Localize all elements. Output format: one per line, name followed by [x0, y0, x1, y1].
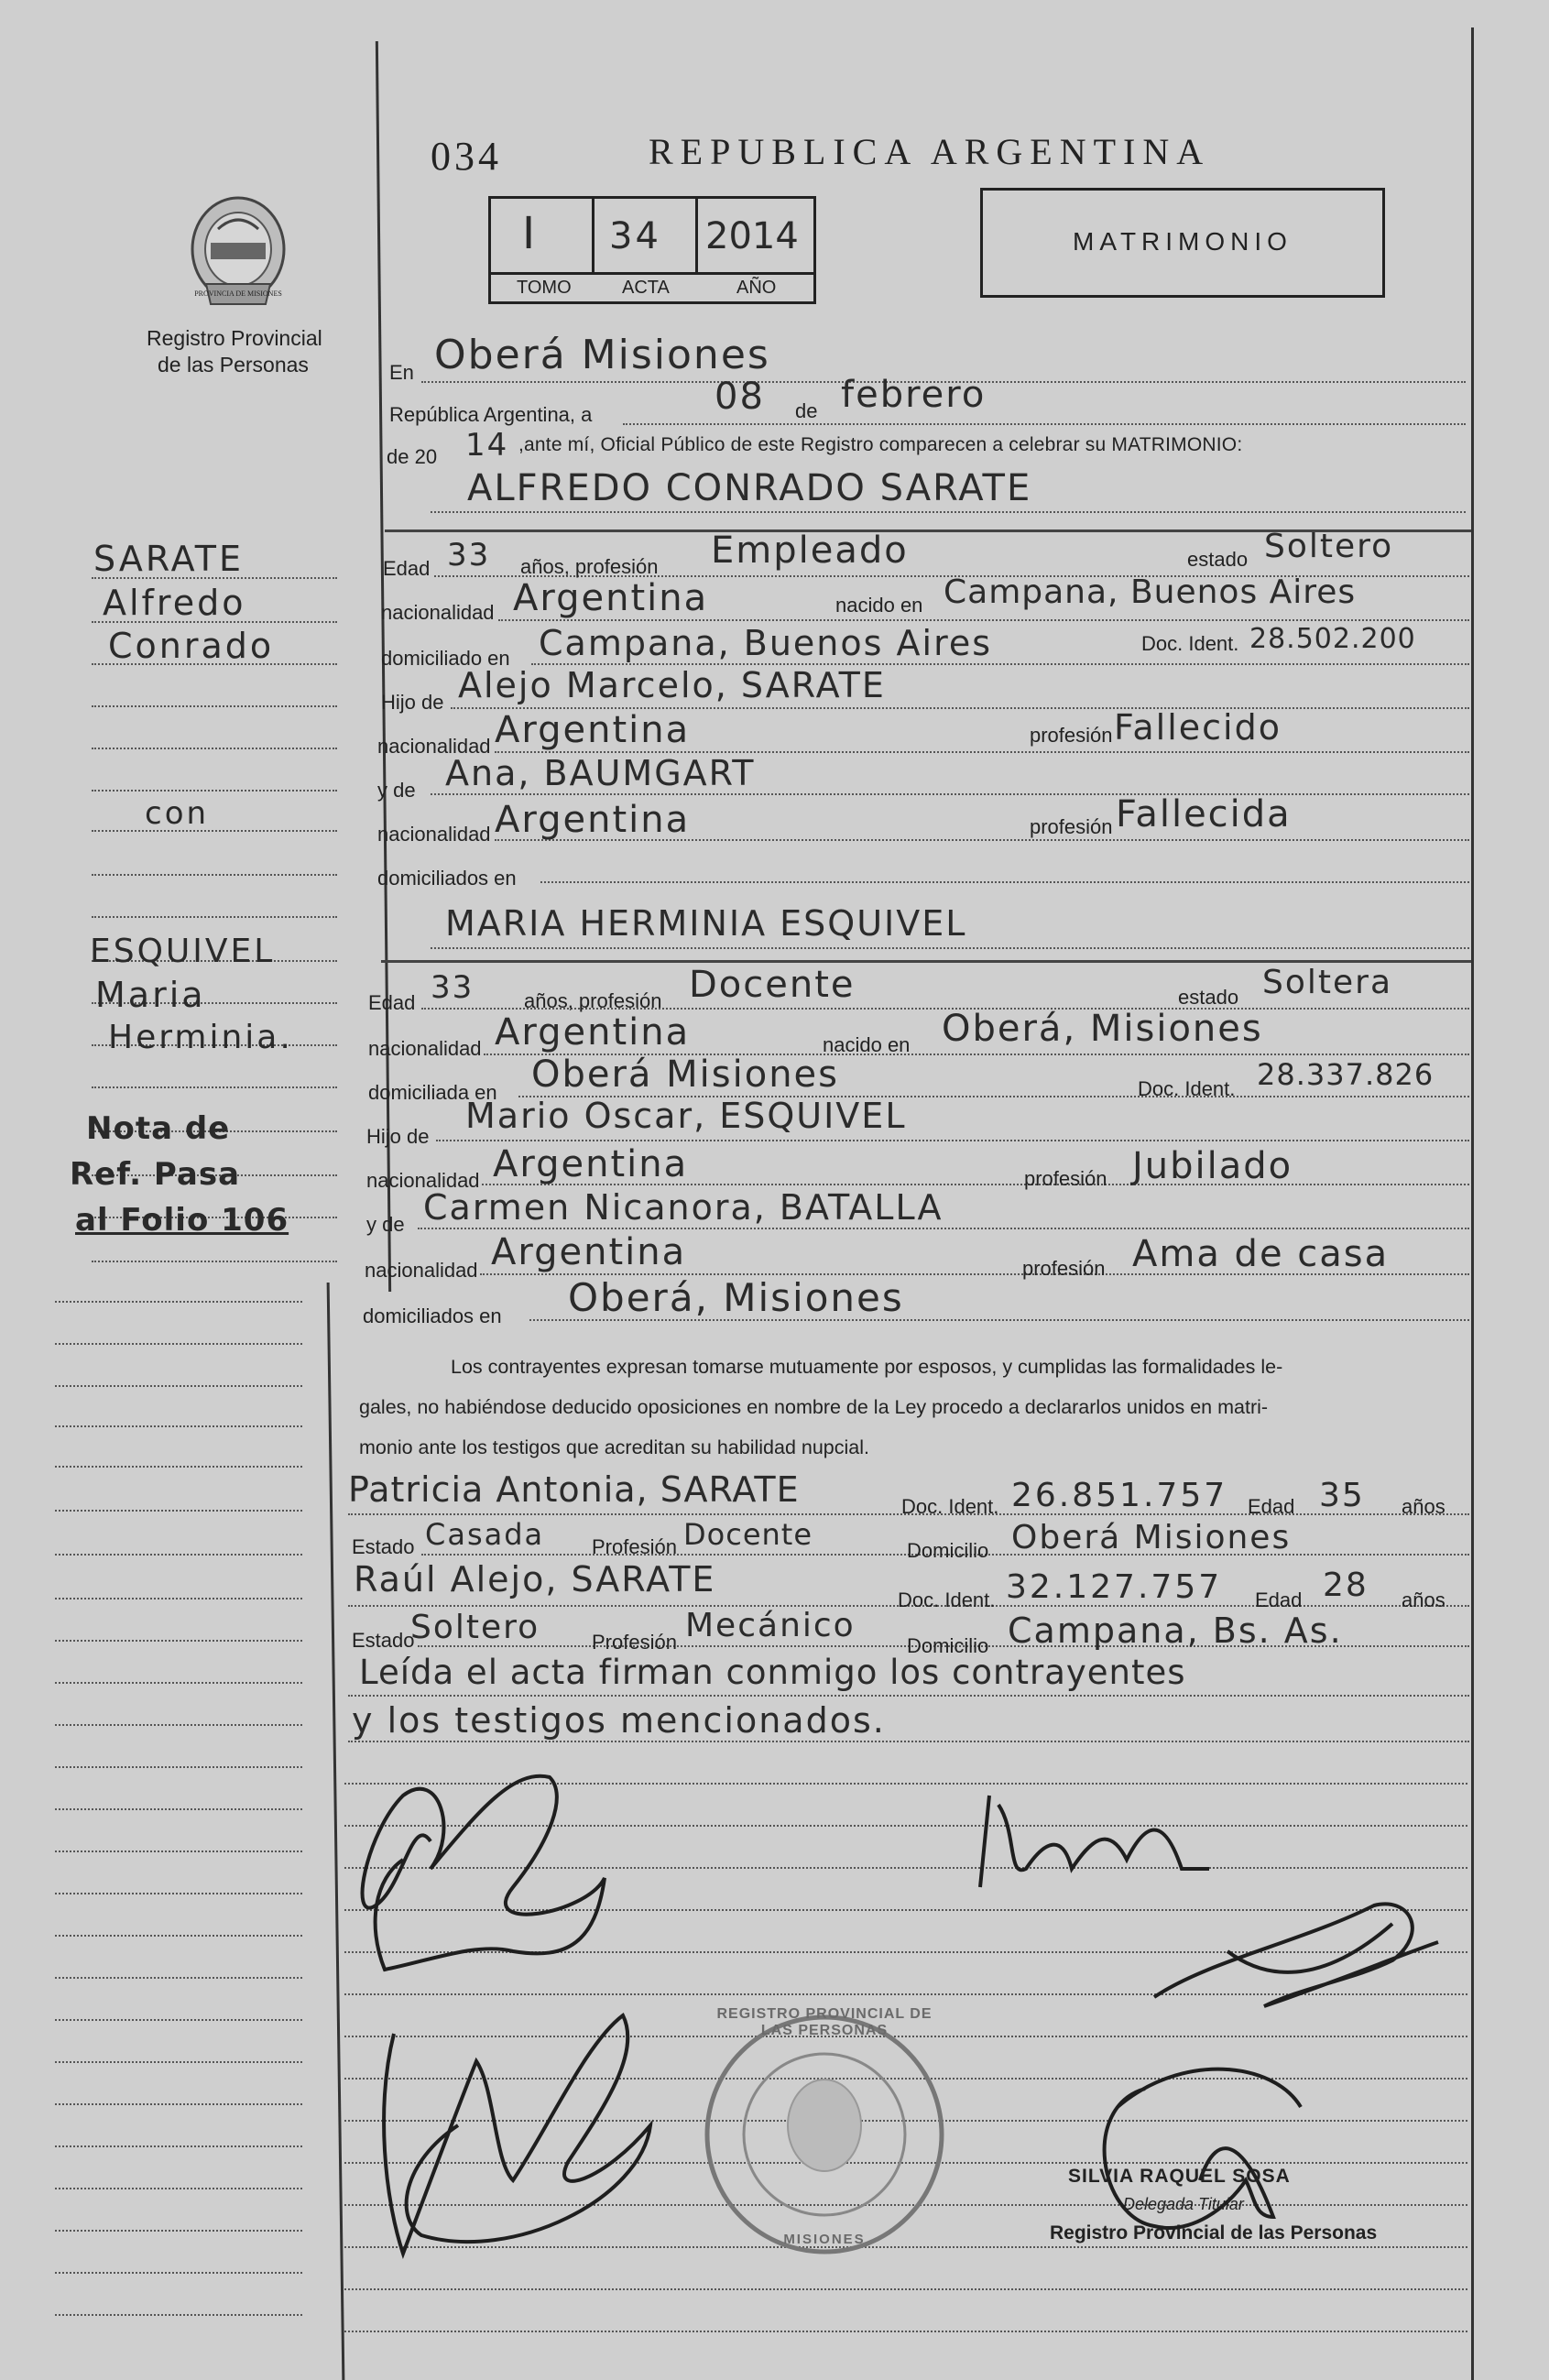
groom-mother-prof-label: profesión: [1030, 815, 1113, 838]
bride-anos-profesion: años, profesión: [524, 989, 662, 1012]
closing-line1: Leída el acta firman conmigo los contrayentes: [359, 1653, 1186, 1692]
bride-full-name: MARIA HERMINIA ESQUIVEL: [445, 903, 967, 944]
groom-anos-profesion: años, profesión: [520, 555, 659, 578]
country-title: REPUBLICA ARGENTINA: [649, 131, 1211, 172]
margin-note-line1: Nota de: [86, 1110, 231, 1147]
witness2-domicilio: Campana, Bs. As.: [1008, 1610, 1343, 1651]
bride-mother-nac: Argentina: [491, 1231, 687, 1273]
witness1-profesion: Docente: [683, 1517, 813, 1552]
margin-groom-surname: SARATE: [93, 539, 244, 579]
groom-domiciliado-label: domiciliado en: [381, 647, 510, 670]
groom-domiciliados-label: domiciliados en: [377, 867, 517, 890]
ano-label: AÑO: [736, 278, 777, 298]
day-value: 08: [715, 376, 765, 418]
tomo-label: TOMO: [517, 278, 572, 298]
de-label: de: [795, 399, 818, 422]
witness2-edad: 28: [1323, 1567, 1369, 1604]
groom-mother-nac: Argentina: [495, 799, 691, 841]
bride-domiciliada-label: domiciliada en: [368, 1081, 497, 1104]
declaration-line3: monio ante los testigos que acreditan su habilidad nupcial.: [359, 1436, 869, 1458]
declaration-line1: Los contrayentes expresan tomarse mutuamente por esposos, y cumplidas las formalidades le-: [451, 1356, 1283, 1378]
officer-title: Delegada Titular: [1123, 2195, 1244, 2213]
groom-father-nac-label: nacionalidad: [377, 735, 491, 758]
witness1-edad-label: Edad: [1248, 1495, 1295, 1518]
place-value: Oberá Misiones: [434, 332, 770, 378]
groom-estado-label: estado: [1187, 548, 1249, 571]
year-prefix: de 20: [387, 445, 438, 468]
witness1-edad: 35: [1319, 1477, 1365, 1514]
witness2-domicilio-label: Domicilio: [907, 1634, 989, 1657]
officer-office: Registro Provincial de las Personas: [1050, 2222, 1378, 2244]
witness1-anos-label: años: [1402, 1495, 1445, 1518]
witness2-edad-label: Edad: [1255, 1588, 1303, 1611]
groom-doc: 28.502.200: [1249, 623, 1416, 655]
bride-father: Mario Oscar, ESQUIVEL: [465, 1096, 907, 1136]
bride-estado-label: estado: [1178, 986, 1239, 1009]
groom-nacionalidad: Argentina: [513, 577, 709, 619]
groom-nacionalidad-label: nacionalidad: [381, 601, 495, 624]
bride-mother: Carmen Nicanora, BATALLA: [423, 1187, 944, 1228]
bride-father-prof: Jubilado: [1132, 1145, 1293, 1187]
ante-text: ,ante mí, Oficial Público de este Registro comparecen a celebrar su MATRIMONIO:: [518, 434, 1243, 455]
month-value: febrero: [841, 374, 987, 416]
margin-groom-given2: Conrado: [108, 626, 275, 666]
groom-edad-label: Edad: [383, 557, 431, 580]
groom-edad: 33: [447, 537, 491, 573]
seal-text: PROVINCIA DE MISIONES: [194, 289, 282, 298]
groom-father-nac: Argentina: [495, 709, 691, 751]
acta-label: ACTA: [622, 278, 670, 298]
groom-nacido: Campana, Buenos Aires: [944, 573, 1357, 611]
registry-name-line2: de las Personas: [158, 353, 309, 377]
witness1-doc: 26.851.757: [1011, 1477, 1228, 1514]
groom-yde-label: y de: [377, 779, 416, 802]
bride-domiciliados: Oberá, Misiones: [568, 1275, 904, 1320]
groom-profesion: Empleado: [711, 529, 909, 572]
margin-bride-surname: ESQUIVEL: [90, 933, 276, 970]
margin-con: con: [145, 795, 210, 832]
groom-mother: Ana, BAUMGART: [445, 753, 756, 793]
margin-note-line3: al Folio 106: [75, 1202, 289, 1239]
stamp-text: REGISTRO PROVINCIAL DE LAS PERSONAS: [716, 2006, 933, 2038]
bride-father-prof-label: profesión: [1024, 1167, 1107, 1190]
bride-domiciliados-label: domiciliados en: [363, 1305, 502, 1327]
ano-value: 2014: [705, 215, 799, 257]
bride-nacionalidad: Argentina: [495, 1011, 691, 1054]
record-type: MATRIMONIO: [1073, 227, 1293, 256]
witness-signature-1: [980, 1796, 1209, 1887]
bride-hijo-label: Hijo de: [366, 1125, 430, 1148]
bride-profesion: Docente: [689, 964, 856, 1006]
groom-full-name: ALFREDO CONRADO SARATE: [467, 467, 1032, 509]
witness2-estado-label: Estado: [352, 1629, 415, 1652]
bride-father-nac-label: nacionalidad: [366, 1169, 480, 1192]
witness2-profesion-label: Profesión: [592, 1631, 677, 1654]
bride-signature: [384, 2015, 650, 2254]
groom-nacido-label: nacido en: [835, 594, 923, 617]
groom-signature: [363, 1776, 605, 1970]
bride-nacido-label: nacido en: [823, 1033, 911, 1056]
witness2-anos-label: años: [1402, 1588, 1445, 1611]
groom-hijo-label: Hijo de: [381, 691, 444, 714]
witness2-profesion: Mecánico: [685, 1607, 856, 1644]
stamp-bottom-text: MISIONES: [783, 2232, 866, 2247]
witness2-doc-label: Doc. Ident.: [898, 1588, 996, 1611]
groom-domicilio: Campana, Buenos Aires: [539, 623, 993, 663]
witness1-profesion-label: Profesión: [592, 1535, 677, 1558]
closing-line2: y los testigos mencionados.: [352, 1700, 886, 1741]
witness1-estado: Casada: [425, 1517, 545, 1552]
groom-father: Alejo Marcelo, SARATE: [458, 665, 886, 705]
tomo-value: I: [522, 208, 539, 259]
witness-signature-2: [1154, 1904, 1438, 2006]
bride-mother-prof: Ama de casa: [1132, 1233, 1390, 1275]
witness2-doc: 32.127.757: [1006, 1568, 1223, 1606]
declaration-line2: gales, no habiéndose deducido oposiciones en nombre de la Ley procedo a declararlos unidos en matri-: [359, 1396, 1269, 1418]
bride-mother-nac-label: nacionalidad: [365, 1259, 478, 1282]
bride-father-nac: Argentina: [493, 1143, 689, 1185]
witness1-domicilio: Oberá Misiones: [1011, 1519, 1292, 1556]
bride-domicilio: Oberá Misiones: [531, 1054, 840, 1096]
groom-estado: Soltero: [1264, 528, 1394, 565]
registry-name-line1: Registro Provincial: [147, 326, 322, 350]
bride-estado: Soltera: [1262, 964, 1393, 1001]
groom-mother-prof: Fallecida: [1116, 793, 1292, 835]
act-number: 034: [431, 134, 502, 179]
witness1-name: Patricia Antonia, SARATE: [348, 1469, 800, 1510]
officer-name: SILVIA RAQUEL SOSA: [1068, 2166, 1291, 2187]
bride-yde-label: y de: [366, 1213, 405, 1236]
margin-bride-given1: Maria: [95, 975, 206, 1015]
groom-mother-nac-label: nacionalidad: [377, 823, 491, 846]
margin-note-line2: Ref. Pasa: [70, 1156, 241, 1193]
republica-label: República Argentina, a: [389, 403, 593, 426]
witness1-doc-label: Doc. Ident.: [901, 1495, 999, 1518]
bride-nacido: Oberá, Misiones: [942, 1008, 1263, 1050]
bride-doc-label: Doc. Ident.: [1138, 1077, 1236, 1100]
bride-doc: 28.337.826: [1257, 1057, 1434, 1092]
acta-value: 34: [609, 215, 661, 257]
witness1-domicilio-label: Domicilio: [907, 1539, 989, 1562]
bride-mother-prof-label: profesión: [1022, 1257, 1106, 1280]
bride-edad: 33: [431, 969, 475, 1006]
groom-father-prof: Fallecido: [1114, 707, 1282, 748]
witness1-estado-label: Estado: [352, 1535, 415, 1558]
margin-bride-given2: Herminia.: [108, 1019, 293, 1056]
groom-doc-label: Doc. Ident.: [1141, 632, 1239, 655]
bride-nacionalidad-label: nacionalidad: [368, 1037, 482, 1060]
witness2-name: Raúl Alejo, SARATE: [354, 1559, 716, 1599]
bride-edad-label: Edad: [368, 991, 416, 1014]
margin-groom-given1: Alfredo: [103, 583, 246, 623]
witness2-estado: Soltero: [410, 1609, 540, 1646]
year-suffix: 14: [465, 427, 509, 464]
groom-father-prof-label: profesión: [1030, 724, 1113, 747]
en-label: En: [389, 361, 414, 384]
